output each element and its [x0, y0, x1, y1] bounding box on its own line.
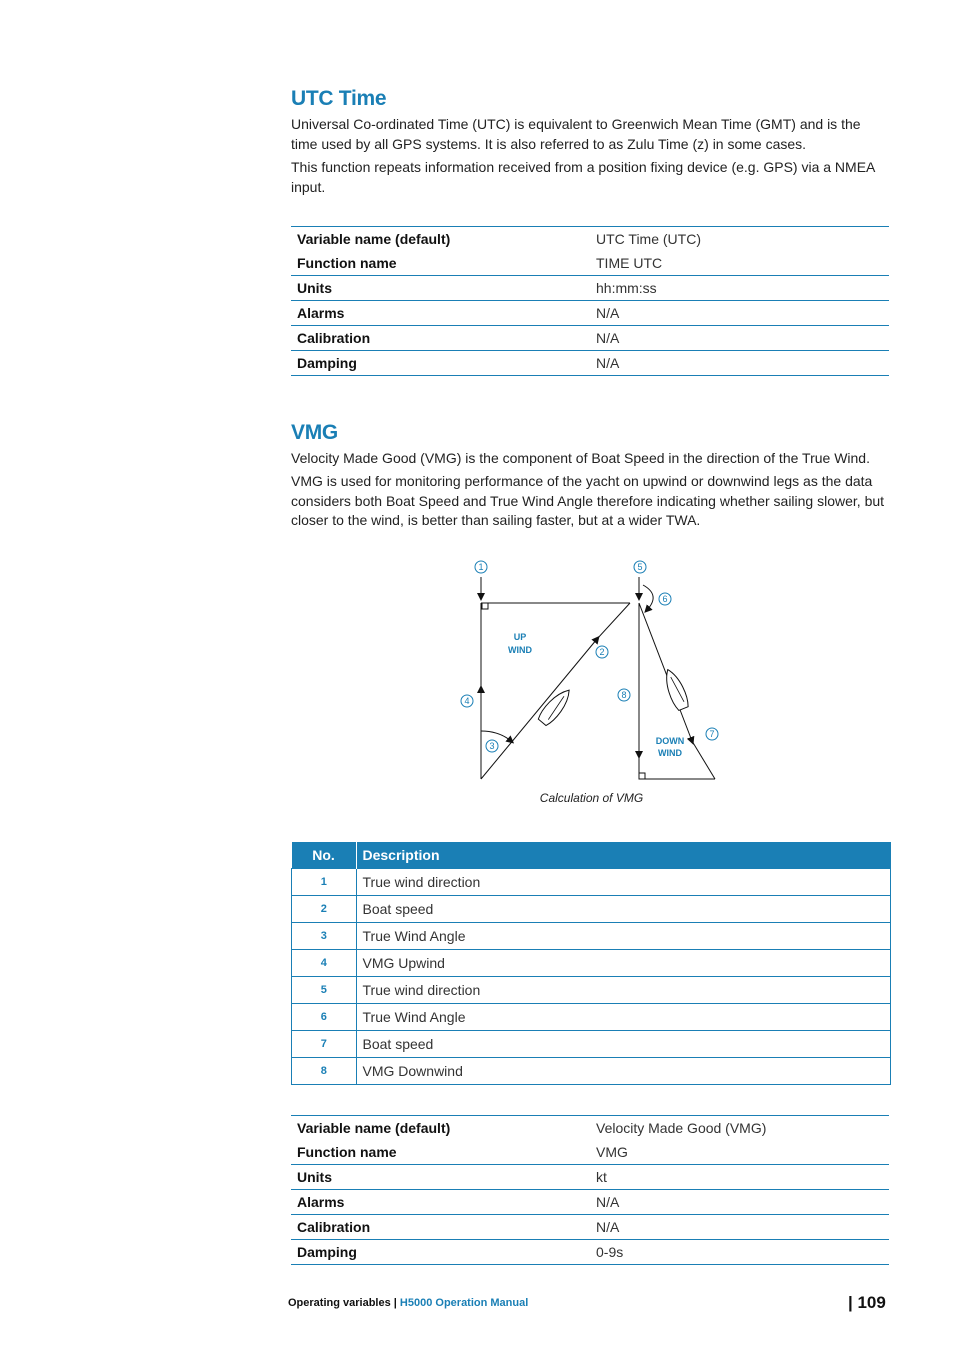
- page-number: | 109: [848, 1293, 886, 1312]
- row-value: kt: [590, 1165, 889, 1190]
- table-row: [292, 923, 891, 950]
- up-label-1: UP: [513, 632, 527, 642]
- marker-8: [618, 689, 630, 701]
- row-description: True Wind Angle: [356, 923, 891, 950]
- marker-2: [596, 646, 608, 658]
- marker-8-label: 8: [621, 690, 627, 700]
- row-value: UTC Time (UTC): [590, 227, 889, 252]
- row-value: N/A: [590, 351, 889, 376]
- marker-5: [634, 561, 646, 573]
- row-description: True wind direction: [356, 977, 891, 1004]
- marker-1-label: 1: [478, 562, 484, 572]
- row-number: 3: [292, 923, 357, 950]
- row-description: True Wind Angle: [356, 1004, 891, 1031]
- row-number: 2: [292, 896, 357, 923]
- row-description: Boat speed: [356, 1031, 891, 1058]
- vmg-variable-table: [291, 1115, 889, 1265]
- row-value: 0-9s: [590, 1240, 889, 1265]
- marker-4: [461, 695, 473, 707]
- marker-4-label: 4: [464, 696, 470, 706]
- vmg-paragraph-2: VMG is used for monitoring performance of the yacht on upwind or downwind legs as the data considers both Boat Speed and True Wind Angle therefore indicating whether sailing slower, but closer to the wind, is better than sailing faster, but at a wider TWA.: [291, 473, 885, 528]
- table-row: [291, 1165, 889, 1190]
- downwind-triangle: [639, 577, 715, 779]
- row-key: Units: [291, 276, 590, 301]
- marker-6: [659, 593, 671, 605]
- row-value: hh:mm:ss: [590, 276, 889, 301]
- row-description: True wind direction: [356, 869, 891, 896]
- marker-3-label: 3: [489, 741, 495, 751]
- table-row: [291, 1116, 889, 1141]
- table-row: [291, 227, 889, 252]
- marker-5-label: 5: [637, 562, 643, 572]
- row-key: Variable name (default): [291, 227, 590, 252]
- marker-2-label: 2: [599, 647, 605, 657]
- row-key: Units: [291, 1165, 590, 1190]
- table-row: [291, 1140, 889, 1165]
- upwind-triangle: [481, 577, 630, 779]
- up-label-2: WIND: [508, 645, 532, 655]
- footer-separator: |: [390, 1297, 400, 1309]
- table-row: [291, 1190, 889, 1215]
- table-row: [292, 1004, 891, 1031]
- marker-7-label: 7: [709, 729, 715, 739]
- down-label-1: DOWN: [655, 736, 685, 746]
- utc-heading: UTC Time: [291, 87, 387, 110]
- row-value: N/A: [590, 326, 889, 351]
- row-description: VMG Upwind: [356, 950, 891, 977]
- page-footer: [288, 1297, 528, 1309]
- boat-upwind-icon: [536, 685, 575, 727]
- table-row: [291, 351, 889, 376]
- vmg-heading: VMG: [291, 421, 338, 444]
- row-key: Function name: [291, 251, 590, 276]
- marker-7: [706, 728, 718, 740]
- vmg-paragraph-1: Velocity Made Good (VMG) is the component of Boat Speed in the direction of the True Wind.: [291, 450, 870, 466]
- row-key: Damping: [291, 1240, 590, 1265]
- row-number: 4: [292, 950, 357, 977]
- row-key: Damping: [291, 351, 590, 376]
- vmg-description-table: [291, 842, 891, 1085]
- table-row: [291, 1215, 889, 1240]
- row-number: 8: [292, 1058, 357, 1085]
- footer-section: Operating variables: [288, 1297, 391, 1309]
- row-key: Calibration: [291, 326, 590, 351]
- table-row: [292, 896, 891, 923]
- table-row: [291, 1240, 889, 1265]
- marker-6-label: 6: [662, 594, 668, 604]
- table-row: [292, 1031, 891, 1058]
- figure-caption-text: Calculation of VMG: [539, 791, 644, 805]
- row-value: N/A: [590, 1215, 889, 1240]
- row-value: VMG: [590, 1140, 889, 1165]
- marker-3: [486, 740, 498, 752]
- row-key: Alarms: [291, 301, 590, 326]
- boat-downwind-icon: [661, 667, 691, 712]
- row-value: Velocity Made Good (VMG): [590, 1116, 889, 1141]
- utc-variable-table: [291, 226, 889, 376]
- table-row: [292, 1058, 891, 1085]
- row-number: 7: [292, 1031, 357, 1058]
- row-key: Alarms: [291, 1190, 590, 1215]
- table-row: [291, 301, 889, 326]
- row-key: Function name: [291, 1140, 590, 1165]
- utc-paragraph-2: This function repeats information received from a position fixing device (e.g. GPS) via a NMEA input.: [291, 159, 875, 195]
- row-number: 1: [292, 869, 357, 896]
- row-number: 5: [292, 977, 357, 1004]
- table-row: [292, 950, 891, 977]
- utc-paragraph-1: Universal Co-ordinated Time (UTC) is equivalent to Greenwich Mean Time (GMT) and is the time used by all GPS systems. It is also referred to as Zulu Time (z) in some cases.: [291, 116, 861, 152]
- row-key: Variable name (default): [291, 1116, 590, 1141]
- table-row: [291, 326, 889, 351]
- table-row: [292, 869, 891, 896]
- column-header-description: Description: [356, 842, 891, 869]
- footer-manual-title: H5000 Operation Manual: [399, 1297, 529, 1309]
- row-value: TIME UTC: [590, 251, 889, 276]
- table-row: [291, 276, 889, 301]
- row-key: Calibration: [291, 1215, 590, 1240]
- vmg-diagram: [447, 555, 737, 815]
- row-description: VMG Downwind: [356, 1058, 891, 1085]
- row-number: 6: [292, 1004, 357, 1031]
- row-description: Boat speed: [356, 896, 891, 923]
- down-label-2: WIND: [658, 748, 682, 758]
- row-value: N/A: [590, 1190, 889, 1215]
- column-header-no: No.: [292, 842, 357, 869]
- table-row: [292, 977, 891, 1004]
- table-header-row: [292, 842, 891, 869]
- row-value: N/A: [590, 301, 889, 326]
- marker-1: [475, 561, 487, 573]
- table-row: [291, 251, 889, 276]
